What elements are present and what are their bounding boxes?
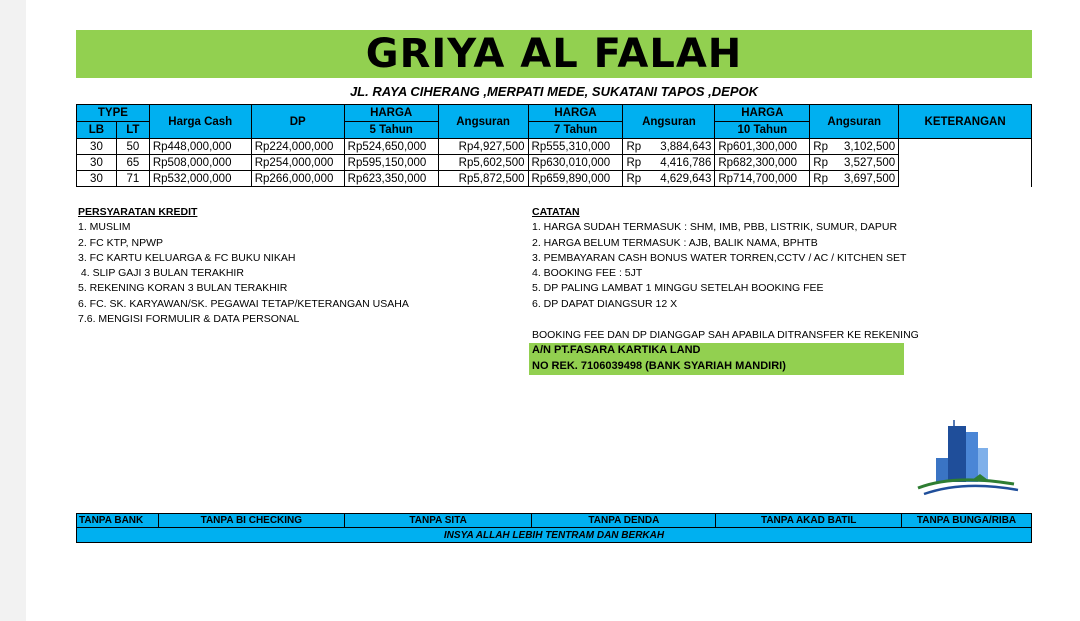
lt-cell: 50: [116, 139, 149, 155]
page-title: [76, 30, 1032, 78]
list-item: 1. MUSLIM: [78, 221, 131, 234]
footer-item: TANPA BANK: [77, 514, 159, 528]
angsuran-5-cell: Rp4,927,500: [438, 139, 528, 155]
harga-7-cell: Rp630,010,000: [528, 155, 623, 171]
footer-item: TANPA AKAD BATIL: [716, 514, 902, 528]
angsuran-7-cell: [623, 171, 715, 187]
footer-item: TANPA SITA: [344, 514, 532, 528]
angsuran-5-cell: Rp5,602,500: [438, 155, 528, 171]
lb-cell: 30: [77, 139, 117, 155]
angsuran-10-header: Angsuran: [810, 105, 899, 139]
list-item: 6. FC. SK. KARYAWAN/SK. PEGAWAI TETAP/KETERANGAN USAHA: [78, 297, 409, 310]
tenor-10-header: 10 Tahun: [715, 122, 810, 139]
list-item: 4. SLIP GAJI 3 BULAN TERAKHIR: [78, 267, 244, 280]
list-item: 3. FC KARTU KELUARGA & FC BUKU NIKAH: [78, 251, 296, 264]
angsuran-10-value: 3,697,500: [844, 172, 896, 185]
lt-cell: 65: [116, 155, 149, 171]
angsuran-10-value: 3,102,500: [844, 140, 896, 153]
list-item: 2. HARGA BELUM TERMASUK : AJB, BALIK NAMA, BPHTB: [532, 236, 818, 249]
account-name: A/N PT.FASARA KARTIKA LAND: [532, 344, 701, 356]
building-logo-icon: [914, 418, 1020, 504]
cash-cell: Rp448,000,000: [149, 139, 251, 155]
harga-cash-header: Harga Cash: [149, 105, 251, 139]
angsuran-10-cell: [810, 155, 899, 171]
angsuran-7-header: Angsuran: [623, 105, 715, 139]
angsuran-7-value: 3,884,643: [660, 140, 712, 153]
harga-5-cell: Rp524,650,000: [344, 139, 438, 155]
rp-label: Rp: [813, 156, 828, 169]
angsuran-7-cell: [623, 139, 715, 155]
notes-list: [532, 205, 906, 312]
list-item: 4. BOOKING FEE : 5JT: [532, 267, 643, 280]
list-item: 5. REKENING KORAN 3 BULAN TERAKHIR: [78, 282, 288, 295]
rp-label: Rp: [626, 172, 642, 185]
lt-header: LT: [116, 122, 149, 139]
keterangan-header: KETERANGAN: [899, 105, 1032, 139]
keterangan-cell: [899, 139, 1032, 187]
footer-item: TANPA BI CHECKING: [158, 514, 344, 528]
harga-7-cell: Rp659,890,000: [528, 171, 623, 187]
list-item: 6. DP DAPAT DIANGSUR 12 X: [532, 297, 678, 310]
angsuran-5-cell: Rp5,872,500: [438, 171, 528, 187]
rp-label: Rp: [813, 140, 828, 153]
harga-5-cell: Rp623,350,000: [344, 171, 438, 187]
cash-cell: Rp532,000,000: [149, 171, 251, 187]
harga-7-cell: Rp555,310,000: [528, 139, 623, 155]
angsuran-10-value: 3,527,500: [844, 156, 896, 169]
tenor-5-header: 5 Tahun: [344, 122, 438, 139]
notes-heading: CATATAN: [532, 206, 580, 218]
list-item: 5. DP PALING LAMBAT 1 MINGGU SETELAH BOOKING FEE: [532, 282, 824, 295]
harga-10-cell: Rp682,300,000: [715, 155, 810, 171]
address: JL. RAYA CIHERANG ,MERPATI MEDE, SUKATANI TAPOS ,DEPOK: [349, 84, 759, 99]
angsuran-7-value: 4,629,643: [660, 172, 712, 185]
cash-cell: Rp508,000,000: [149, 155, 251, 171]
footer-item: TANPA DENDA: [532, 514, 716, 528]
tenor-7-header: 7 Tahun: [528, 122, 623, 139]
angsuran-10-cell: [810, 171, 899, 187]
table-row: [77, 139, 1032, 155]
harga-5-cell: Rp595,150,000: [344, 155, 438, 171]
title-text: GRIYA AL FALAH: [365, 31, 743, 77]
angsuran-5-header: Angsuran: [438, 105, 528, 139]
angsuran-7-value: 4,416,786: [660, 156, 712, 169]
requirements-list: [78, 205, 409, 327]
rp-label: Rp: [813, 172, 828, 185]
angsuran-7-cell: [623, 155, 715, 171]
spreadsheet-page: [26, 0, 1080, 621]
lb-cell: 30: [77, 155, 117, 171]
table-row: [77, 155, 1032, 171]
booking-text: BOOKING FEE DAN DP DIANGGAP SAH APABILA DITRANSFER KE REKENING: [532, 329, 919, 341]
footer-slogan: INSYA ALLAH LEBIH TENTRAM DAN BERKAH: [77, 528, 1032, 543]
harga-10-cell: Rp601,300,000: [715, 139, 810, 155]
dp-header: DP: [251, 105, 344, 139]
lt-cell: 71: [116, 171, 149, 187]
account-number: NO REK. 7106039498 (BANK SYARIAH MANDIRI): [532, 359, 786, 372]
harga-5-header: HARGA: [344, 105, 438, 122]
list-item: 2. FC KTP, NPWP: [78, 236, 163, 249]
account-box: [529, 343, 904, 375]
dp-cell: Rp266,000,000: [251, 171, 344, 187]
footer-item: TANPA BUNGA/RIBA: [902, 514, 1032, 528]
list-item: 3. PEMBAYARAN CASH BONUS WATER TORREN,CCTV / AC / KITCHEN SET: [532, 251, 907, 264]
price-table: [76, 104, 1032, 187]
table-row: [77, 171, 1032, 187]
list-item: 1. HARGA SUDAH TERMASUK : SHM, IMB, PBB, LISTRIK, SUMUR, DAPUR: [532, 221, 898, 234]
dp-cell: Rp254,000,000: [251, 155, 344, 171]
lb-header: LB: [77, 122, 117, 139]
angsuran-10-cell: [810, 139, 899, 155]
dp-cell: Rp224,000,000: [251, 139, 344, 155]
harga-7-header: HARGA: [528, 105, 623, 122]
footer-table: [76, 513, 1032, 543]
list-item: 7.6. MENGISI FORMULIR & DATA PERSONAL: [78, 313, 300, 326]
rp-label: Rp: [626, 140, 642, 153]
harga-10-header: HARGA: [715, 105, 810, 122]
lb-cell: 30: [77, 171, 117, 187]
rp-label: Rp: [626, 156, 642, 169]
requirements-heading: PERSYARATAN KREDIT: [78, 206, 198, 218]
type-header: TYPE: [77, 105, 150, 122]
harga-10-cell: Rp714,700,000: [715, 171, 810, 187]
